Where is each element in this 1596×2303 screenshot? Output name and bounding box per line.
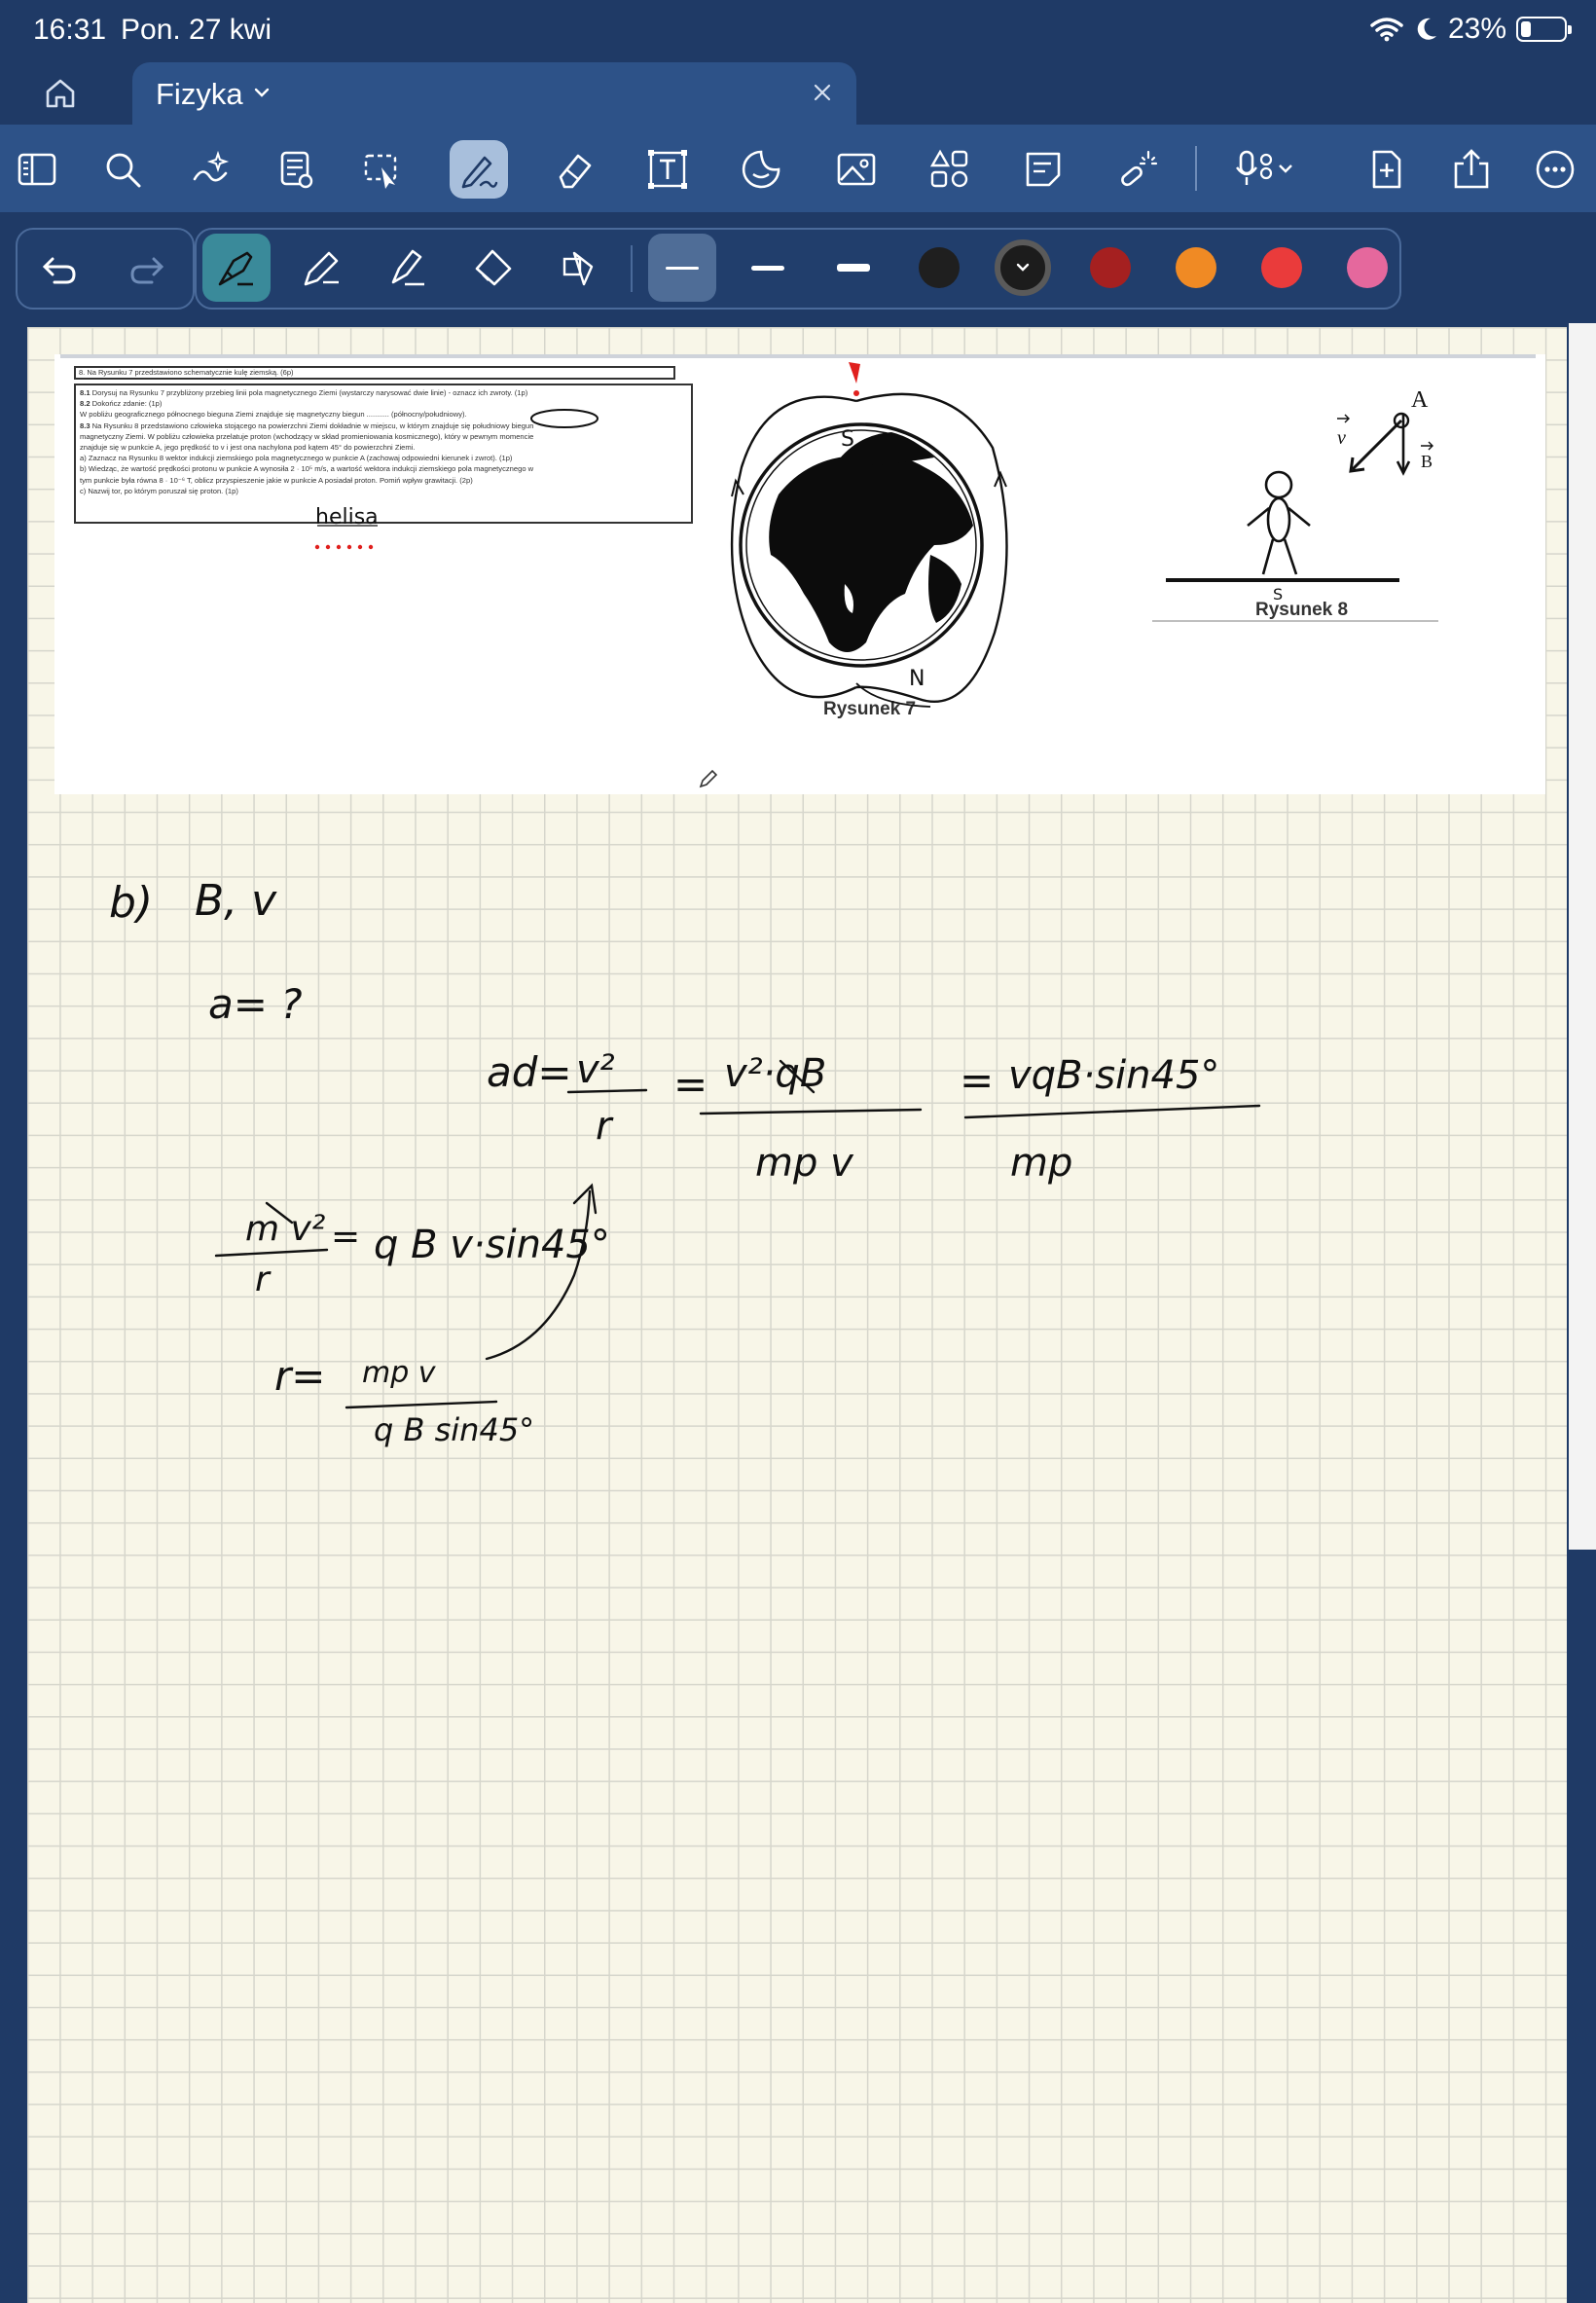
worksheet-title: 8. Na Rysunku 7 przedstawiono schematycznie kulę ziemską. (6p) [74, 366, 675, 380]
tab-title: Fizyka [156, 77, 243, 111]
worksheet-line-text: Dorysuj na Rysunku 7 przybliżony przebieg linii pola magnetycznego Ziemi (wystarczy narysować dwie linie) - oznacz ich zwroty. (1p) [90, 388, 528, 397]
eq3-den: q B sin45° [374, 1411, 535, 1448]
status-time: 16:31 [33, 14, 107, 46]
eq1-num: v² [576, 1047, 615, 1092]
note-given: B, v [195, 876, 277, 926]
vector-b-label: B [1421, 452, 1433, 471]
worksheet-line-number: 8.2 [80, 399, 91, 409]
eq1-mid-den: mp v [755, 1141, 853, 1186]
pole-s-label: S [841, 427, 854, 452]
worksheet-line-text: Dokończ zdanie: (1p) [90, 399, 163, 409]
svg-text:=: = [960, 1056, 995, 1104]
battery-percent: 23% [1447, 13, 1506, 45]
svg-text:=: = [331, 1217, 361, 1257]
eq1-mid-num: v²·qB [724, 1051, 827, 1096]
answer-handwriting: helisa [315, 505, 379, 530]
vector-v-label: v [1337, 427, 1346, 449]
eq3-left: r= [274, 1352, 326, 1400]
eq3-num: mp v [362, 1356, 436, 1390]
status-date: Pon. 27 kwi [121, 14, 272, 46]
worksheet-line-text: Na Rysunku 8 przedstawiono człowieka stojącego na powierzchni Ziemi dokładnie w miejscu, w którym znajduje się południowy biegun [90, 420, 534, 430]
worksheet-line-text: magnetyczny Ziemi. W pobliżu człowieka przelatuje proton (wchodzący w skład promieniowania kosmicznego), który w pewnym momencie [80, 431, 534, 441]
worksheet-line-text: a) Zaznacz na Rysunku 8 wektor indukcji ziemskiego pola magnetycznego w punkcie A (zachowaj odpowiedni kierunek i zwrot). (1p) [80, 454, 513, 463]
eq1-right-den: mp [1010, 1141, 1073, 1186]
worksheet-line-text: tym punkcie była równa 8 · 10⁻⁶ T, oblicz przyspieszenie jakie w punkcie A posiadał proton. Pomiń wpływ grawitacji. (2p) [80, 475, 473, 485]
note-unknown: a= ? [208, 980, 303, 1028]
eq1-left: ad= [487, 1048, 572, 1096]
eq2-den: r [255, 1260, 270, 1299]
svg-text:=: = [673, 1060, 708, 1108]
eq1-den: r [596, 1104, 612, 1149]
worksheet-line-number: 8.1 [80, 388, 91, 397]
worksheet-line-number: 8.3 [80, 420, 91, 430]
worksheet-line-text: c) Nazwij tor, po którym poruszał się proton. (1p) [80, 486, 238, 495]
worksheet-line-text: b) Wiedząc, że wartość prędkości protonu w punkcie A wynosiła 2 · 10⁵ m/s, a wartość wektora indukcji ziemskiego pola magnetycznego w [80, 464, 534, 474]
worksheet-line-text: W pobliżu geograficznego północnego bieguna Ziemi znajduje się magnetyczny biegun ........... (północny/południowy). [80, 410, 467, 420]
point-a-label: A [1411, 387, 1429, 413]
figure-8-mark: S [1273, 585, 1284, 603]
eq2-right: q B v·sin45° [374, 1223, 610, 1267]
figure-8-label: Rysunek 8 [1255, 600, 1349, 620]
worksheet-line-text: znajduje się w punkcie A, jego prędkość to v i jest ona nachylona pod kątem 45° do powierzchni Ziemi. [80, 443, 416, 453]
eq2-num: m v² [245, 1209, 326, 1249]
pole-n-label: N [909, 667, 925, 691]
note-part-b: b) [109, 878, 154, 928]
eq1-right-num: vqB·sin45° [1008, 1053, 1220, 1098]
figure-7-label: Rysunek 7 [823, 699, 917, 719]
